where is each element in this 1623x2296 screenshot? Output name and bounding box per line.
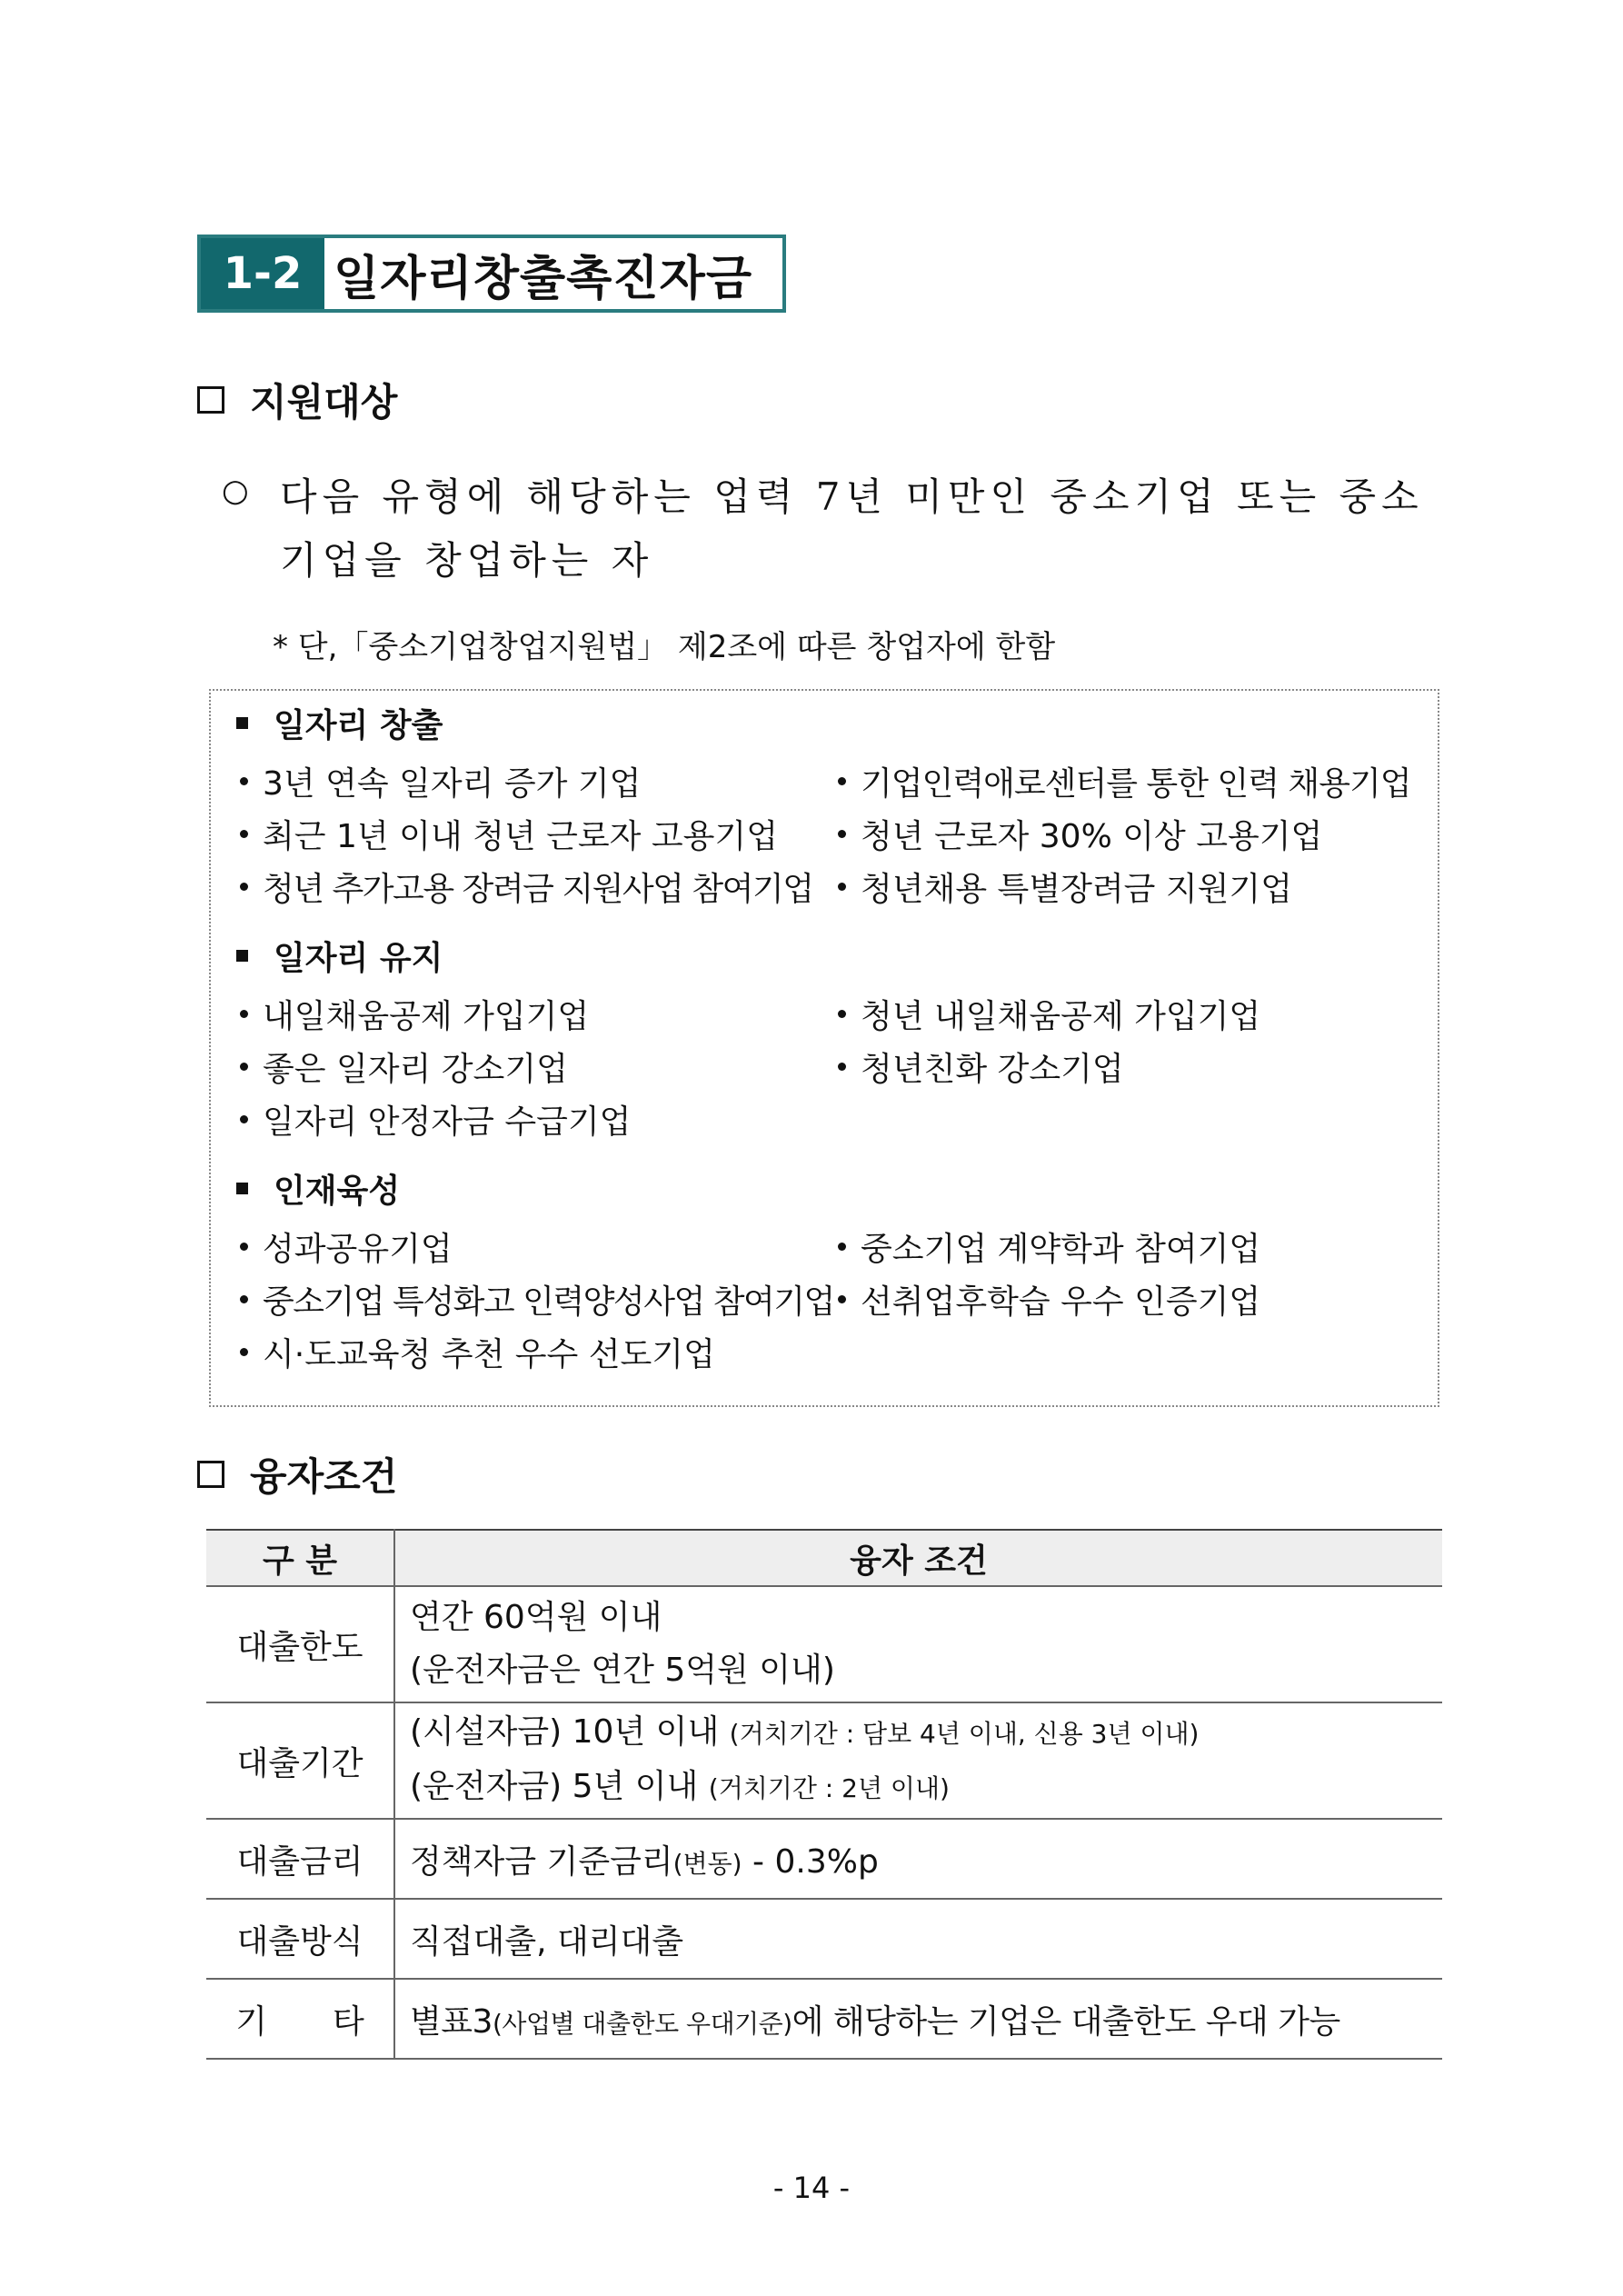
dot-bullet-icon bbox=[240, 1115, 248, 1123]
list-item-text: 청년채용 특별장려금 지원기업 bbox=[861, 871, 1292, 908]
rate-main: 정책자금 기준금리 bbox=[410, 1842, 673, 1881]
page-number: - 14 - bbox=[772, 2171, 851, 2205]
list-item-text: 3년 연속 일자리 증가 기업 bbox=[263, 765, 642, 803]
table-row bbox=[206, 1586, 1442, 1702]
list-item-text: 중소기업 계약학과 참여기업 bbox=[861, 1231, 1261, 1268]
checkbox-square-icon bbox=[197, 386, 224, 414]
period-line1-main: (시설자금) 10년 이내 bbox=[410, 1713, 720, 1751]
section-title-box bbox=[197, 235, 786, 313]
list-item-text: 일자리 안정자금 수급기업 bbox=[263, 1103, 632, 1141]
period-line1 bbox=[410, 1706, 1428, 1761]
list-item bbox=[838, 1223, 1260, 1270]
row-value-period bbox=[394, 1702, 1442, 1819]
list-item-text: 선취업후학습 우수 인증기업 bbox=[861, 1283, 1261, 1321]
list-item bbox=[240, 1223, 453, 1270]
list-item bbox=[838, 1043, 1124, 1090]
row-label-method: 대출방식 bbox=[206, 1899, 394, 1979]
dot-bullet-icon bbox=[240, 883, 248, 891]
dot-bullet-icon bbox=[838, 1010, 846, 1018]
list-item bbox=[240, 1096, 631, 1143]
header-conditions: 융자 조건 bbox=[394, 1530, 1442, 1586]
target-description-line2: 기업을 창업하는 자 bbox=[280, 538, 654, 583]
square-bullet-icon bbox=[236, 1183, 248, 1194]
dot-bullet-icon bbox=[838, 1243, 846, 1251]
row-label-other: 기 타 bbox=[206, 1979, 394, 2059]
list-item-text: 성과공유기업 bbox=[263, 1231, 453, 1268]
category-heading-text: 인재육성 bbox=[274, 1173, 401, 1210]
period-line2-detail: (거치기간 : 2년 이내) bbox=[708, 1773, 950, 1803]
list-item-text: 중소기업 특성화고 인력양성사업 참여기업 bbox=[263, 1283, 834, 1321]
loan-conditions-heading bbox=[197, 1447, 397, 1502]
list-item bbox=[240, 811, 778, 857]
list-item bbox=[838, 758, 1411, 804]
list-item-text: 좋은 일자리 강소기업 bbox=[263, 1051, 568, 1088]
row-value-method: 직접대출, 대리대출 bbox=[394, 1899, 1442, 1979]
table-row bbox=[206, 1899, 1442, 1979]
list-item-text: 청년 내일채움공제 가입기업 bbox=[861, 998, 1261, 1035]
table-row bbox=[206, 1819, 1442, 1899]
section-title: 일자리창출촉진자금 bbox=[334, 251, 753, 306]
limit-line1: 연간 60억원 이내 bbox=[410, 1599, 662, 1636]
list-item bbox=[240, 863, 812, 910]
dot-bullet-icon bbox=[240, 1295, 248, 1303]
dot-bullet-icon bbox=[240, 1063, 248, 1071]
category-heading bbox=[236, 1165, 400, 1212]
list-item-text: 청년 추가고용 장려금 지원사업 참여기업 bbox=[263, 871, 813, 908]
category-heading-text: 일자리 유지 bbox=[274, 940, 443, 977]
rate-spread: - 0.3%p bbox=[742, 1842, 879, 1881]
header-category: 구 분 bbox=[206, 1530, 394, 1586]
list-item bbox=[838, 1276, 1260, 1323]
other-detail: (사업별 대출한도 우대기준) bbox=[492, 2008, 792, 2039]
dot-bullet-icon bbox=[838, 830, 846, 838]
category-heading bbox=[236, 700, 443, 746]
row-label-period: 대출기간 bbox=[206, 1702, 394, 1819]
loan-conditions-table bbox=[206, 1529, 1442, 2060]
row-label-limit: 대출한도 bbox=[206, 1586, 394, 1702]
target-description-line1: 다음 유형에 해당하는 업력 7년 미만인 중소기업 또는 중소 bbox=[280, 474, 1424, 519]
list-item bbox=[838, 863, 1292, 910]
founder-note: * 단,「중소기업창업지원법」 제2조에 따른 창업자에 한함 bbox=[273, 629, 1056, 665]
list-item bbox=[240, 1329, 715, 1375]
support-target-heading bbox=[197, 373, 397, 427]
list-item bbox=[240, 991, 589, 1037]
square-bullet-icon bbox=[236, 950, 248, 962]
dot-bullet-icon bbox=[838, 1063, 846, 1071]
dot-bullet-icon bbox=[240, 1010, 248, 1018]
list-item bbox=[838, 811, 1322, 857]
list-item-text: 시·도교육청 추천 우수 선도기업 bbox=[263, 1336, 715, 1373]
list-item bbox=[240, 1276, 834, 1323]
circle-bullet-icon: ○ bbox=[222, 473, 249, 509]
table-header-row bbox=[206, 1530, 1442, 1586]
rate-type: (변동) bbox=[672, 1848, 742, 1879]
row-value-limit bbox=[394, 1586, 1442, 1702]
category-heading bbox=[236, 933, 443, 979]
other-pre: 별표3 bbox=[410, 2002, 493, 2041]
dot-bullet-icon bbox=[838, 777, 846, 785]
dot-bullet-icon bbox=[240, 830, 248, 838]
list-item bbox=[838, 991, 1260, 1037]
eligible-categories-box bbox=[209, 689, 1439, 1407]
support-target-heading-text: 지원대상 bbox=[250, 380, 398, 424]
list-item bbox=[240, 1043, 568, 1090]
other-tail: 에 해당하는 기업은 대출한도 우대 가능 bbox=[792, 2002, 1340, 2041]
dot-bullet-icon bbox=[240, 1348, 248, 1356]
dot-bullet-icon bbox=[838, 883, 846, 891]
limit-line2: (운전자금은 연간 5억원 이내) bbox=[410, 1652, 835, 1689]
table-row bbox=[206, 1979, 1442, 2059]
period-line2-main: (운전자금) 5년 이내 bbox=[410, 1768, 699, 1805]
loan-conditions-heading-text: 융자조건 bbox=[250, 1454, 398, 1499]
list-item-text: 청년 근로자 30% 이상 고용기업 bbox=[861, 818, 1323, 855]
square-bullet-icon bbox=[236, 717, 248, 729]
checkbox-square-icon bbox=[197, 1461, 224, 1488]
row-value-other bbox=[394, 1979, 1442, 2059]
table-row bbox=[206, 1702, 1442, 1819]
dot-bullet-icon bbox=[240, 1243, 248, 1251]
period-line2 bbox=[410, 1761, 1428, 1815]
period-line1-detail: (거치기간 : 담보 4년 이내, 신용 3년 이내) bbox=[729, 1719, 1200, 1749]
row-label-rate: 대출금리 bbox=[206, 1819, 394, 1899]
section-number: 1-2 bbox=[201, 238, 324, 309]
dot-bullet-icon bbox=[240, 777, 248, 785]
row-value-rate bbox=[394, 1819, 1442, 1899]
dot-bullet-icon bbox=[838, 1295, 846, 1303]
list-item-text: 최근 1년 이내 청년 근로자 고용기업 bbox=[263, 818, 778, 855]
list-item-text: 기업인력애로센터를 통한 인력 채용기업 bbox=[861, 765, 1411, 803]
category-heading-text: 일자리 창출 bbox=[274, 707, 443, 744]
list-item-text: 내일채움공제 가입기업 bbox=[263, 998, 590, 1035]
list-item-text: 청년친화 강소기업 bbox=[861, 1051, 1124, 1088]
list-item bbox=[240, 758, 641, 804]
